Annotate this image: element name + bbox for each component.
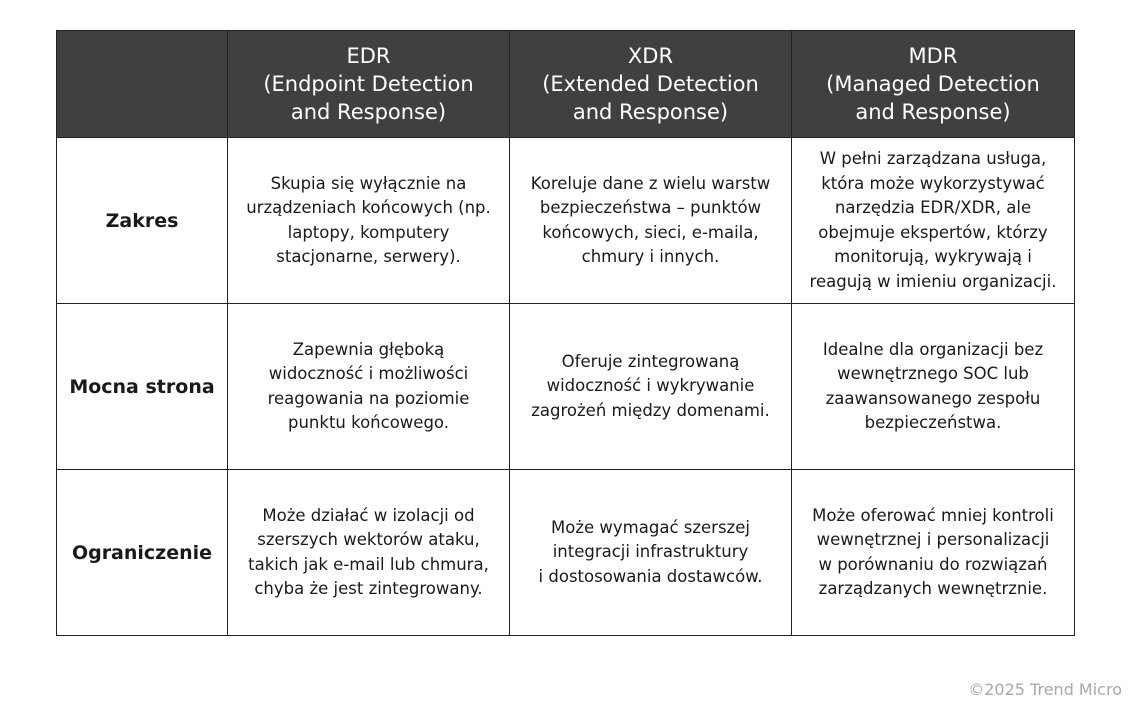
cell-line: chyba że jest zintegrowany. xyxy=(254,579,483,598)
row-label: Zakres xyxy=(57,138,228,304)
header-cell-mdr xyxy=(792,31,1075,138)
header-corner-cell xyxy=(57,31,228,138)
cell-line: Może działać w izolacji od xyxy=(262,505,475,525)
cell-line: laptopy, komputery xyxy=(287,222,450,242)
comparison-table xyxy=(56,30,1075,636)
cell-line: bezpieczeństwa. xyxy=(864,413,1002,432)
header-line: MDR xyxy=(908,44,958,68)
cell-line: zagrożeń między domenami. xyxy=(531,400,770,420)
cell-line: zaawansowanego zespołu xyxy=(825,388,1041,408)
table-row-zakres xyxy=(57,138,1075,304)
cell-line: Zapewnia głęboką xyxy=(292,339,445,359)
table-cell xyxy=(510,470,792,636)
table-cell xyxy=(510,304,792,470)
header-line: EDR xyxy=(346,44,391,68)
header-line: (Extended Detection xyxy=(542,72,759,96)
cell-line: monitorują, wykrywają i xyxy=(834,247,1032,266)
cell-line: takich jak e-mail lub chmura, xyxy=(248,554,489,574)
cell-line: punktu końcowego. xyxy=(288,413,449,432)
cell-line: W pełni zarządzana usługa, xyxy=(819,149,1047,168)
table-cell xyxy=(228,138,510,304)
cell-line: Skupia się wyłącznie na xyxy=(270,173,467,193)
header-line: (Endpoint Detection xyxy=(263,72,474,96)
cell-line: i dostosowania dostawców. xyxy=(538,566,763,586)
table-cell xyxy=(228,304,510,470)
cell-line: szerszych wektorów ataku, xyxy=(257,530,480,549)
cell-line: urządzeniach końcowych (np. xyxy=(246,198,491,217)
header-line: and Response) xyxy=(855,100,1011,124)
header-line: and Response) xyxy=(572,100,729,124)
table-row-ograniczenie xyxy=(57,470,1075,636)
header-line: XDR xyxy=(627,44,674,68)
cell-line: integracji infrastruktury xyxy=(552,542,749,562)
cell-line: końcowych, sieci, e-maila, xyxy=(542,222,759,242)
table-row-mocna-strona xyxy=(57,304,1075,470)
cell-line: Idealne dla organizacji bez xyxy=(822,339,1044,359)
cell-line: widoczność i możliwości xyxy=(268,364,469,383)
header-cell-xdr xyxy=(510,31,792,138)
cell-line: stacjonarne, serwery). xyxy=(276,247,461,266)
header-line: (Managed Detection xyxy=(826,72,1040,96)
table-cell xyxy=(792,304,1075,470)
cell-line: w porównaniu do rozwiązań xyxy=(818,554,1048,574)
cell-line: widoczność i wykrywanie xyxy=(546,376,755,396)
cell-line: chmury i innych. xyxy=(581,247,720,266)
table-cell xyxy=(510,138,792,304)
header-cell-edr xyxy=(228,31,510,138)
cell-line: reagują w imieniu organizacji. xyxy=(809,271,1057,291)
cell-line: wewnętrznej i personalizacji xyxy=(816,530,1050,549)
cell-line: Może oferować mniej kontroli xyxy=(812,505,1054,525)
cell-line: Oferuje zintegrowaną xyxy=(561,351,740,371)
header-line: and Response) xyxy=(290,100,447,124)
cell-line: wewnętrznego SOC lub xyxy=(837,364,1029,383)
cell-line: która może wykorzystywać xyxy=(821,173,1045,193)
cell-line: Koreluje dane z wielu warstw xyxy=(530,173,771,193)
cell-line: Może wymagać szerszej xyxy=(551,517,750,537)
cell-line: bezpieczeństwa – punktów xyxy=(539,198,762,217)
table-cell xyxy=(792,138,1075,304)
header-row xyxy=(57,31,1075,138)
row-label: Ograniczenie xyxy=(57,470,228,636)
cell-line: obejmuje ekspertów, którzy xyxy=(818,222,1048,242)
table-cell xyxy=(792,470,1075,636)
cell-line: reagowania na poziomie xyxy=(267,388,470,408)
cell-line: zarządzanych wewnętrznie. xyxy=(818,579,1048,598)
table-cell xyxy=(228,470,510,636)
cell-line: narzędzia EDR/XDR, ale xyxy=(834,198,1032,217)
row-label: Mocna strona xyxy=(57,304,228,470)
copyright-notice: ©2025 Trend Micro xyxy=(968,680,1122,699)
